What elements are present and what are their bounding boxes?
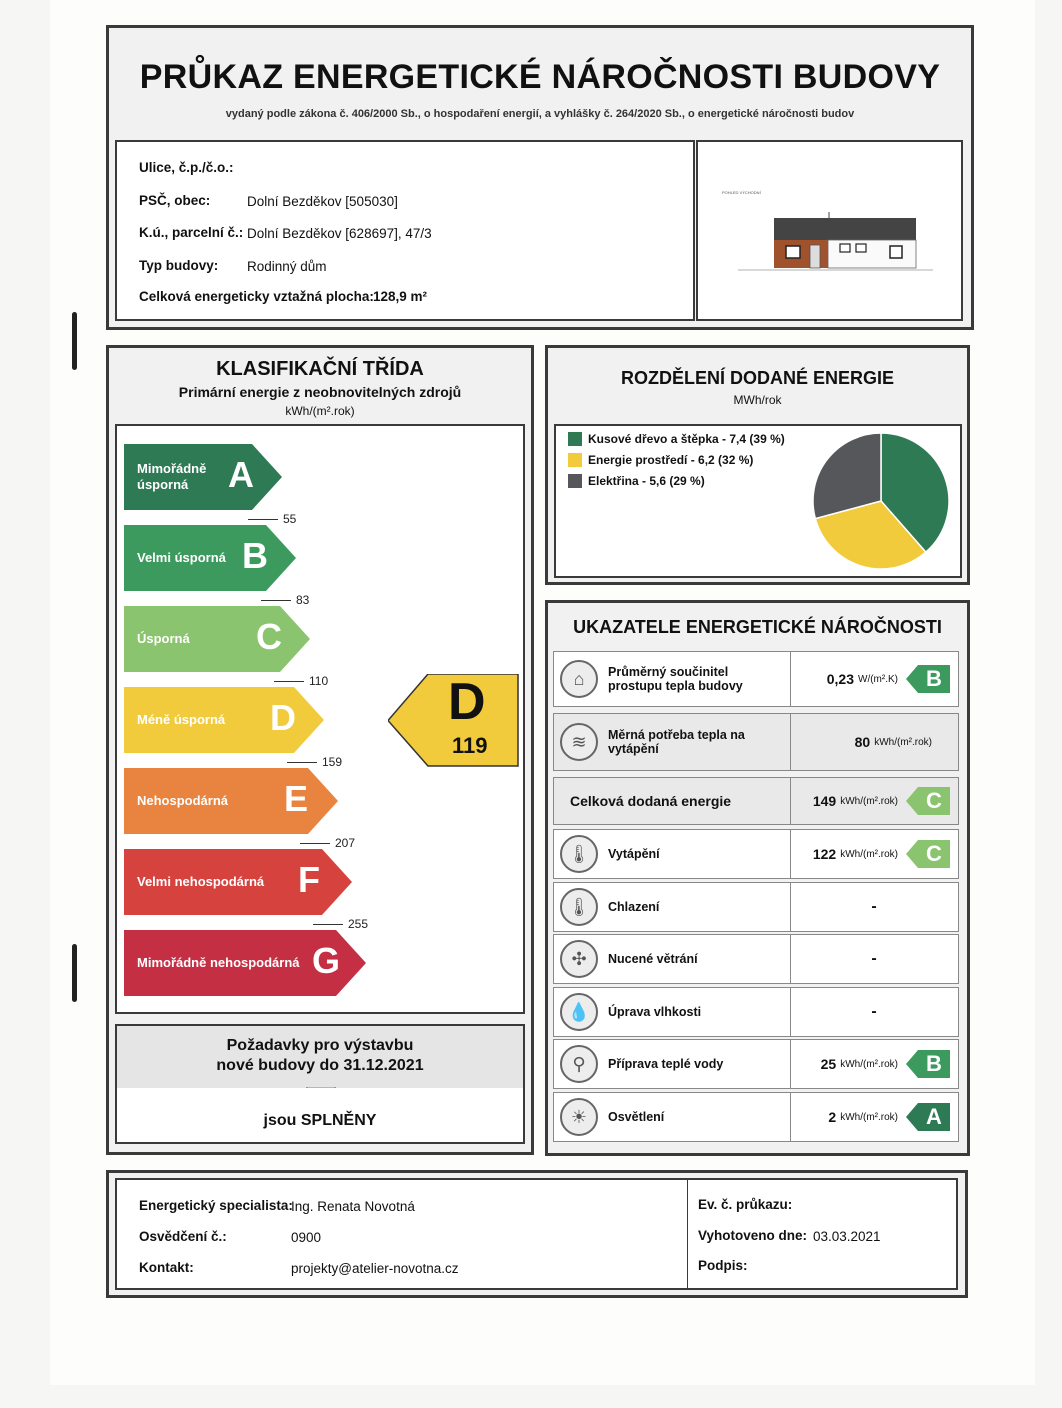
- class-name: Úsporná: [137, 631, 190, 646]
- binder-hole: [72, 944, 77, 1002]
- class-letter: F: [298, 859, 320, 900]
- parcel-value: Dolní Bezděkov [628697], 47/3: [247, 226, 432, 241]
- legend-swatch: [568, 432, 582, 446]
- indicator-value: 0,23 W/(m².K): [826, 671, 898, 687]
- drawing-caption: POHLED VÝCHODNÍ: [722, 190, 761, 195]
- indicator-value: 80 kWh/(m².rok): [854, 734, 932, 750]
- class-name: Nehospodárná: [137, 793, 229, 808]
- indicator-name: Měrná potřeba tepla na vytápění: [608, 728, 745, 756]
- indicator-value: 25 kWh/(m².rok): [820, 1056, 898, 1072]
- threshold-label: 159: [287, 755, 342, 769]
- current-class-indicator: [388, 674, 519, 767]
- city-value: Dolní Bezděkov [505030]: [247, 194, 398, 209]
- indicator-unit: kWh/(m².rok): [840, 795, 898, 807]
- threshold-label: 255: [313, 917, 368, 931]
- indicator-value: 2 kWh/(m².rok): [828, 1109, 898, 1125]
- legend-label: Energie prostředí - 6,2 (32 %): [588, 453, 754, 467]
- class-name: Mimořádně úsporná: [137, 461, 207, 492]
- energy-pie-chart: [811, 431, 951, 571]
- class-badge-b: B: [906, 665, 950, 693]
- sign-label: Podpis:: [698, 1258, 748, 1273]
- indicator-row: [553, 829, 959, 879]
- indicator-unit: kWh/(m².rok): [840, 1111, 898, 1123]
- indicator-name: Celková dodaná energie: [570, 793, 732, 809]
- cert-value: 0900: [291, 1230, 322, 1245]
- threshold-label: 207: [300, 836, 355, 850]
- indicator-unit: kWh/(m².rok): [874, 736, 932, 748]
- indicator-row: [553, 882, 959, 932]
- indicator-name: Osvětlení: [608, 1110, 665, 1124]
- date-value: 03.03.2021: [813, 1229, 881, 1244]
- current-class-letter: D: [448, 673, 486, 731]
- indicator-row: [553, 934, 959, 984]
- indicator-row: [553, 1039, 959, 1089]
- class-letter: C: [256, 616, 282, 657]
- class-letter: D: [270, 697, 296, 738]
- contact-label: Kontakt:: [139, 1260, 194, 1275]
- fan-icon: ✣: [560, 940, 598, 978]
- date-label: Vyhotoveno dne:: [698, 1228, 808, 1243]
- legend-swatch: [568, 474, 582, 488]
- classification-subtitle: Primární energie z neobnovitelných zdrojů: [178, 384, 462, 400]
- current-class-value: 119: [452, 733, 488, 758]
- threshold-label: 55: [248, 512, 296, 526]
- legend-item: [568, 453, 753, 467]
- legend-swatch: [568, 453, 582, 467]
- class-name: Velmi nehospodárná: [137, 874, 265, 889]
- house-elevation-drawing: [698, 142, 961, 319]
- indicator-value: -: [871, 898, 877, 915]
- droplet-icon: 💧: [560, 993, 598, 1031]
- indicator-name: Příprava teplé vody: [608, 1057, 724, 1071]
- indicator-name: Nucené větrání: [608, 952, 698, 966]
- building-drawing: [696, 140, 963, 321]
- cert-label: Osvědčení č.:: [139, 1229, 227, 1244]
- contact-value: projekty@atelier-novotna.cz: [291, 1261, 459, 1276]
- indicator-name: Úprava vlhkosti: [608, 1005, 702, 1019]
- indicator-unit: kWh/(m².rok): [840, 848, 898, 860]
- class-badge-a: A: [906, 1103, 950, 1131]
- legend-item: [568, 432, 785, 446]
- thermometer-cold-icon: 🌡: [560, 888, 598, 926]
- thermometer-hot-icon: 🌡: [560, 835, 598, 873]
- indicator-value: -: [871, 1003, 877, 1020]
- class-letter: E: [284, 778, 309, 819]
- footer-info: [115, 1178, 958, 1290]
- distribution-unit: MWh/rok: [733, 393, 782, 407]
- requirements-box: [115, 1024, 525, 1144]
- street-label: Ulice, č.p./č.o.:: [139, 160, 234, 175]
- classification-title: KLASIFIKAČNÍ TŘÍDA: [216, 358, 424, 380]
- requirements-result: jsou SPLNĚNY: [263, 1112, 377, 1129]
- faucet-icon: ⚲: [560, 1045, 598, 1083]
- type-value: Rodinný dům: [247, 259, 327, 274]
- indicator-row: [553, 651, 959, 707]
- heat-waves-icon: ≋: [560, 723, 598, 761]
- legend-label: Elektřina - 5,6 (29 %): [588, 474, 705, 488]
- indicator-unit: W/(m².K): [858, 673, 898, 685]
- area-label: Celková energeticky vztažná plocha:: [139, 289, 374, 304]
- indicator-unit: kWh/(m².rok): [840, 1058, 898, 1070]
- requirements-text: Požadavky pro výstavbu nové budovy do 31.12.2021: [216, 1037, 424, 1074]
- binder-hole: [72, 312, 77, 370]
- indicator-name: Chlazení: [608, 900, 660, 914]
- legal-subtitle: vydaný podle zákona č. 406/2000 Sb., o hospodaření energií, a vyhlášky č. 264/2020 Sb., o energetické náročnosti budov: [225, 108, 855, 120]
- class-name: Velmi úsporná: [137, 550, 226, 565]
- class-letter: A: [228, 454, 254, 495]
- threshold-label: 110: [274, 674, 328, 688]
- class-name: Méně úsporná: [137, 712, 226, 727]
- building-info: [115, 140, 695, 321]
- legend-label: Kusové dřevo a štěpka - 7,4 (39 %): [588, 432, 785, 446]
- specialist-label: Energetický specialista:: [139, 1198, 293, 1213]
- distribution-title: ROZDĚLENÍ DODANÉ ENERGIE: [620, 368, 895, 388]
- class-badge-c: C: [906, 787, 950, 815]
- class-letter: B: [242, 535, 268, 576]
- lightbulb-icon: ☀: [560, 1098, 598, 1136]
- specialist-value: Ing. Renata Novotná: [291, 1199, 415, 1214]
- indicator-row: [553, 987, 959, 1037]
- indicator-row: [553, 1092, 959, 1142]
- indicator-row: [553, 777, 959, 825]
- area-value: 128,9 m²: [373, 289, 428, 304]
- class-badge-b: B: [906, 1050, 950, 1078]
- class-letter: G: [312, 940, 341, 981]
- parcel-label: K.ú., parcelní č.:: [139, 225, 244, 240]
- indicator-name: Vytápění: [608, 847, 660, 861]
- threshold-label: 83: [261, 593, 309, 607]
- house-icon: ⌂: [560, 660, 598, 698]
- page-title: PRŮKAZ ENERGETICKÉ NÁROČNOSTI BUDOVY: [139, 58, 941, 96]
- class-badge-c: C: [906, 840, 950, 868]
- city-label: PSČ, obec:: [139, 193, 211, 208]
- indicator-value: 149 kWh/(m².rok): [812, 793, 898, 809]
- indicators-title: UKAZATELE ENERGETICKÉ NÁROČNOSTI: [573, 617, 942, 637]
- class-name: Mimořádně nehospodárná: [137, 955, 300, 970]
- legend-item: [568, 474, 705, 488]
- classification-unit: kWh/(m².rok): [285, 404, 355, 418]
- ev-label: Ev. č. průkazu:: [698, 1197, 793, 1212]
- indicator-value: -: [871, 950, 877, 967]
- type-label: Typ budovy:: [139, 258, 219, 273]
- indicator-value: 122 kWh/(m².rok): [812, 846, 898, 862]
- indicator-row: [553, 713, 959, 771]
- indicator-name: Průměrný součinitel prostupu tepla budovy: [608, 665, 743, 693]
